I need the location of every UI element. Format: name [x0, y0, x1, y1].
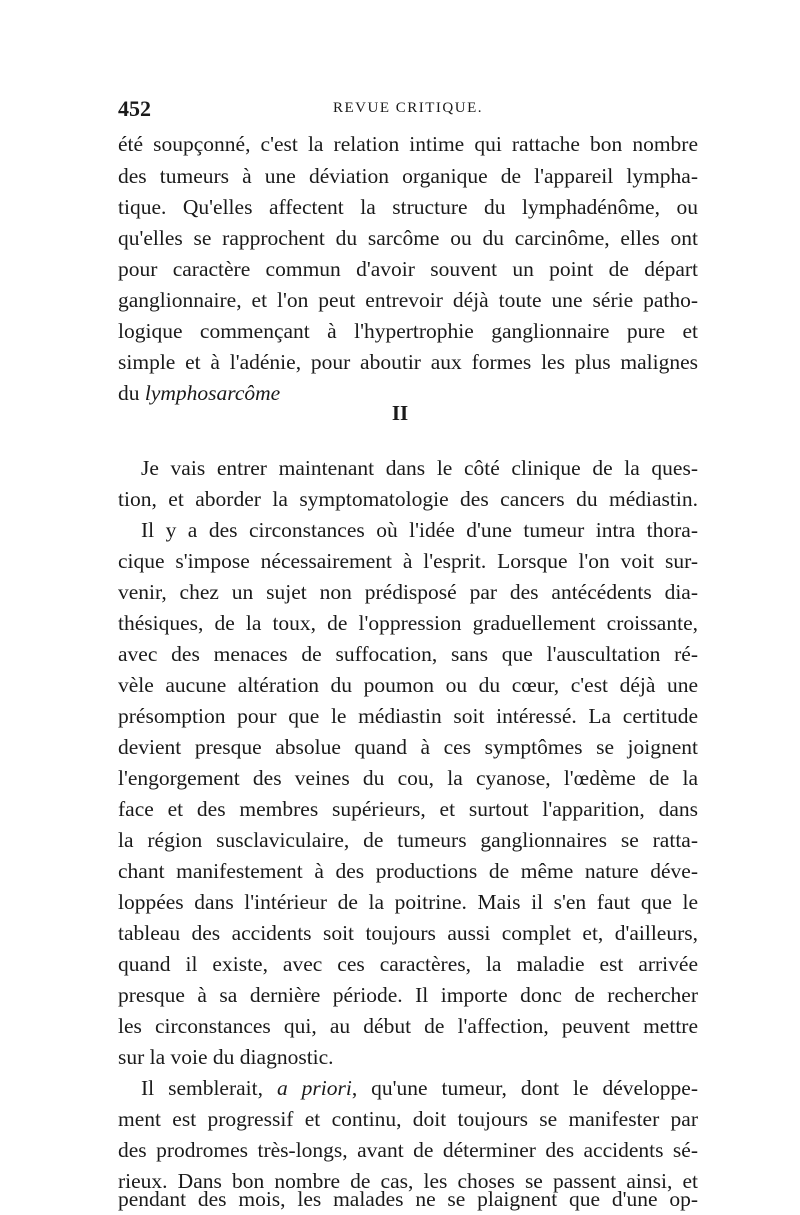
- text-fragment: , qu'une tumeur, dont le développe-: [351, 1076, 698, 1100]
- text-line: la région susclaviculaire, de tumeurs ganglionnaires se ratta-: [118, 828, 698, 852]
- text-line: l'engorgement des veines du cou, la cyanose, l'œdème de la: [118, 766, 698, 790]
- text-line: des prodromes très-longs, avant de déterminer des accidents sé-: [118, 1138, 698, 1162]
- text-line: avec des menaces de suffocation, sans que l'auscultation ré-: [118, 642, 698, 666]
- text-line: cique s'impose nécessairement à l'esprit. Lorsque l'on voit sur-: [118, 549, 698, 573]
- text-line: pour caractère commun d'avoir souvent un point de départ: [118, 257, 698, 281]
- page-number: 452: [118, 96, 151, 121]
- text-line: logique commençant à l'hypertrophie ganglionnaire pure et: [118, 319, 698, 343]
- section-heading: II: [391, 401, 409, 425]
- text-fragment: Il semblerait,: [141, 1076, 277, 1100]
- text-line: des tumeurs à une déviation organique de l'appareil lympha-: [118, 164, 698, 188]
- running-title: REVUE CRITIQUE.: [333, 100, 483, 116]
- text-line: thésiques, de la toux, de l'oppression graduellement croissante,: [118, 611, 698, 635]
- running-head: [118, 96, 698, 126]
- text-line: les circonstances qui, au début de l'affection, peuvent mettre: [118, 1014, 698, 1038]
- text-line: ment est progressif et continu, doit toujours se manifester par: [118, 1107, 698, 1131]
- text-line: tion, et aborder la symptomatologie des cancers du médiastin.: [118, 487, 698, 511]
- text-line: ganglionnaire, et l'on peut entrevoir déjà toute une série patho-: [118, 288, 698, 312]
- text-line: devient presque absolue quand à ces symptômes se joignent: [118, 735, 698, 759]
- text-line: quand il existe, avec ces caractères, la maladie est arrivée: [118, 952, 698, 976]
- text-line: face et des membres supérieurs, et surtout l'apparition, dans: [118, 797, 698, 821]
- text-line: été soupçonné, c'est la relation intime qui rattache bon nombre: [118, 132, 698, 156]
- text-line: [141, 1072, 698, 1104]
- text-line: tableau des accidents soit toujours aussi complet et, d'ailleurs,: [118, 921, 698, 945]
- text-fragment: du: [118, 381, 145, 405]
- text-line: Je vais entrer maintenant dans le côté clinique de la ques-: [141, 456, 698, 480]
- text-line: rieux. Dans bon nombre de cas, les choses se passent ainsi, et: [118, 1169, 698, 1193]
- text-line: tique. Qu'elles affectent la structure du lymphadénôme, ou: [118, 195, 698, 219]
- text-line: Il y a des circonstances où l'idée d'une tumeur intra thora-: [141, 518, 698, 542]
- text-line: vèle aucune altération du poumon ou du cœur, c'est déjà une: [118, 673, 698, 697]
- text-line: pendant des mois, les malades ne se plaignent que d'une op-: [118, 1187, 698, 1211]
- text-line: présomption pour que le médiastin soit intéressé. La certitude: [118, 704, 698, 728]
- text-line: simple et à l'adénie, pour aboutir aux formes les plus malignes: [118, 350, 698, 374]
- italic-term: lymphosarcôme: [144, 381, 281, 405]
- text-line: presque à sa dernière période. Il importe donc de rechercher: [118, 983, 698, 1007]
- text-line: chant manifestement à des productions de même nature déve-: [118, 859, 698, 883]
- text-line: qu'elles se rapprochent du sarcôme ou du carcinôme, elles ont: [118, 226, 698, 250]
- text-line: loppées dans l'intérieur de la poitrine. Mais il s'en faut que le: [118, 890, 698, 914]
- text-line: venir, chez un sujet non prédisposé par des antécédents dia-: [118, 580, 698, 604]
- italic-term: a priori: [276, 1076, 352, 1100]
- text-line: sur la voie du diagnostic.: [118, 1045, 334, 1069]
